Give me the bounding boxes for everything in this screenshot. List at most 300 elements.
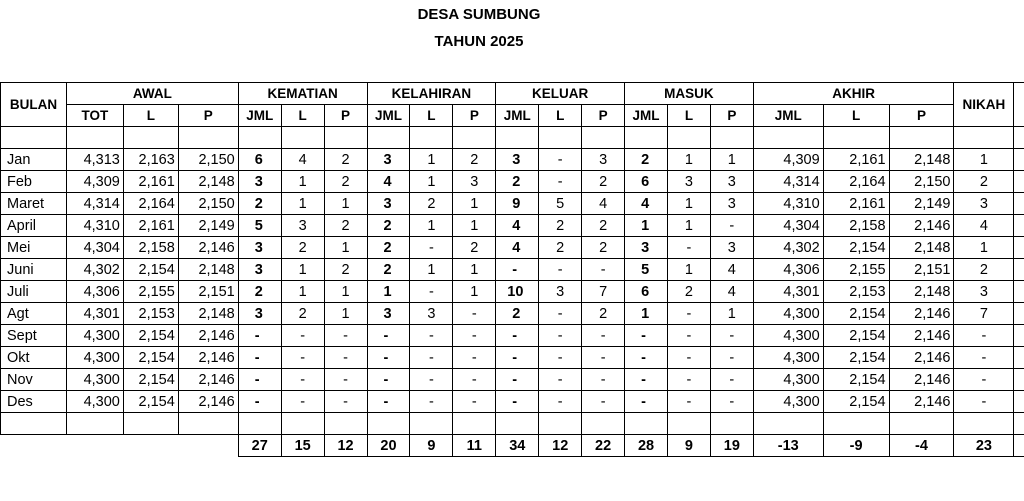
keluar-cell: 2 — [582, 303, 625, 325]
kematian-cell: 3 — [238, 259, 281, 281]
kelahiran-cell: - — [453, 369, 496, 391]
edge-cell — [1014, 237, 1024, 259]
awal-cell: 4,306 — [66, 281, 123, 303]
empty-cell — [178, 413, 238, 435]
masuk-cell: 1 — [710, 149, 753, 171]
kelahiran-cell: - — [410, 325, 453, 347]
masuk-cell: - — [668, 237, 711, 259]
keluar-cell: - — [496, 369, 539, 391]
nikah-cell: - — [954, 391, 1014, 413]
nikah-cell: - — [954, 369, 1014, 391]
awal-cell: 2,154 — [123, 391, 178, 413]
akhir-cell: 4,309 — [753, 149, 823, 171]
kelahiran-cell: - — [453, 347, 496, 369]
awal-cell: 2,154 — [123, 347, 178, 369]
empty-cell — [539, 127, 582, 149]
keluar-subheader: L — [539, 105, 582, 127]
month-cell: Feb — [1, 171, 67, 193]
kelahiran-cell: 1 — [453, 259, 496, 281]
akhir-cell: 4,300 — [753, 347, 823, 369]
akhir-total: -13 — [753, 435, 823, 457]
masuk-subheader: L — [668, 105, 711, 127]
kematian-cell: 1 — [281, 281, 324, 303]
month-cell: Agt — [1, 303, 67, 325]
awal-cell: 4,302 — [66, 259, 123, 281]
masuk-cell: - — [625, 391, 668, 413]
kelahiran-header: KELAHIRAN — [367, 83, 496, 105]
kematian-cell: 4 — [281, 149, 324, 171]
awal-cell: 2,146 — [178, 369, 238, 391]
awal-cell: 4,301 — [66, 303, 123, 325]
keluar-cell: 4 — [496, 215, 539, 237]
masuk-cell: - — [668, 325, 711, 347]
akhir-cell: 2,161 — [823, 149, 889, 171]
edge-cell — [1014, 369, 1024, 391]
month-cell: April — [1, 215, 67, 237]
akhir-cell: 4,310 — [753, 193, 823, 215]
kelahiran-cell: 2 — [453, 237, 496, 259]
awal-cell: 4,309 — [66, 171, 123, 193]
keluar-cell: 2 — [582, 215, 625, 237]
month-cell: Mei — [1, 237, 67, 259]
keluar-cell: 2 — [496, 303, 539, 325]
keluar-subheader: JML — [496, 105, 539, 127]
header-row-groups — [1, 83, 1024, 105]
masuk-cell: 3 — [710, 237, 753, 259]
masuk-cell: - — [668, 369, 711, 391]
kelahiran-cell: - — [367, 325, 410, 347]
month-cell: Juli — [1, 281, 67, 303]
kematian-cell: - — [324, 347, 367, 369]
nikah-cell: 3 — [954, 193, 1014, 215]
awal-cell: 2,151 — [178, 281, 238, 303]
empty-cell — [281, 127, 324, 149]
masuk-subheader: JML — [625, 105, 668, 127]
kelahiran-cell: - — [410, 369, 453, 391]
kematian-cell: - — [238, 325, 281, 347]
masuk-cell: - — [668, 347, 711, 369]
kelahiran-cell: 1 — [410, 149, 453, 171]
keluar-cell: - — [539, 149, 582, 171]
empty-cell — [582, 413, 625, 435]
table-row — [1, 237, 1024, 259]
awal-cell: 2,150 — [178, 193, 238, 215]
kelahiran-total: 11 — [453, 435, 496, 457]
masuk-header: MASUK — [625, 83, 754, 105]
kelahiran-cell: - — [410, 347, 453, 369]
masuk-cell: 1 — [710, 303, 753, 325]
akhir-cell: 2,150 — [889, 171, 954, 193]
keluar-cell: - — [539, 259, 582, 281]
edge-cell — [1014, 259, 1024, 281]
akhir-cell: 2,154 — [823, 391, 889, 413]
keluar-cell: 3 — [539, 281, 582, 303]
kelahiran-cell: 1 — [367, 281, 410, 303]
awal-subheader: L — [123, 105, 178, 127]
awal-cell: 2,163 — [123, 149, 178, 171]
masuk-total: 19 — [710, 435, 753, 457]
empty-cell — [238, 127, 281, 149]
edge-cell — [1014, 127, 1024, 149]
kelahiran-cell: - — [453, 303, 496, 325]
report-title: DESA SUMBUNG — [417, 6, 541, 23]
akhir-cell: 4,300 — [753, 369, 823, 391]
masuk-cell: 3 — [710, 193, 753, 215]
awal-cell: 2,155 — [123, 281, 178, 303]
report-year: TAHUN 2025 — [434, 33, 524, 50]
empty-cell — [178, 435, 238, 457]
kelahiran-cell: 2 — [453, 149, 496, 171]
kematian-cell: 1 — [281, 171, 324, 193]
keluar-cell: - — [539, 303, 582, 325]
table-row — [1, 281, 1024, 303]
kelahiran-cell: - — [367, 369, 410, 391]
keluar-cell: - — [582, 369, 625, 391]
kematian-subheader: L — [281, 105, 324, 127]
awal-cell: 2,164 — [123, 193, 178, 215]
keluar-cell: - — [539, 325, 582, 347]
empty-cell — [582, 127, 625, 149]
awal-cell: 4,300 — [66, 369, 123, 391]
akhir-cell: 2,155 — [823, 259, 889, 281]
akhir-cell: 4,300 — [753, 391, 823, 413]
empty-cell — [1, 435, 67, 457]
keluar-cell: - — [539, 347, 582, 369]
population-table — [0, 82, 1024, 457]
kematian-cell: 2 — [324, 171, 367, 193]
kelahiran-subheader: L — [410, 105, 453, 127]
empty-cell — [178, 127, 238, 149]
masuk-cell: 1 — [625, 303, 668, 325]
akhir-cell: 2,154 — [823, 325, 889, 347]
empty-cell — [66, 127, 123, 149]
kematian-header: KEMATIAN — [238, 83, 367, 105]
akhir-header: AKHIR — [753, 83, 954, 105]
empty-cell — [539, 413, 582, 435]
kematian-subheader: JML — [238, 105, 281, 127]
nikah-cell: - — [954, 347, 1014, 369]
awal-header: AWAL — [66, 83, 238, 105]
keluar-cell: 4 — [582, 193, 625, 215]
awal-cell: 4,313 — [66, 149, 123, 171]
kelahiran-cell: 3 — [453, 171, 496, 193]
awal-subheader: P — [178, 105, 238, 127]
edge-cell — [1014, 347, 1024, 369]
akhir-cell: 4,314 — [753, 171, 823, 193]
masuk-cell: 3 — [625, 237, 668, 259]
empty-cell — [324, 413, 367, 435]
awal-cell: 2,161 — [123, 171, 178, 193]
kematian-cell: 2 — [281, 237, 324, 259]
edge-cell — [1014, 325, 1024, 347]
akhir-cell: 4,300 — [753, 325, 823, 347]
akhir-cell: 2,164 — [823, 171, 889, 193]
kematian-cell: 2 — [324, 259, 367, 281]
empty-cell — [889, 413, 954, 435]
kematian-cell: 3 — [238, 303, 281, 325]
kelahiran-cell: 1 — [410, 259, 453, 281]
akhir-cell: 2,154 — [823, 303, 889, 325]
empty-cell — [710, 413, 753, 435]
keluar-cell: 3 — [496, 149, 539, 171]
awal-cell: 4,300 — [66, 391, 123, 413]
masuk-cell: 2 — [625, 149, 668, 171]
keluar-cell: - — [582, 391, 625, 413]
nikah-cell: - — [954, 325, 1014, 347]
akhir-cell: 2,146 — [889, 325, 954, 347]
kematian-cell: - — [324, 325, 367, 347]
keluar-cell: 10 — [496, 281, 539, 303]
empty-cell — [668, 413, 711, 435]
kematian-cell: - — [324, 391, 367, 413]
month-cell: Juni — [1, 259, 67, 281]
keluar-header: KELUAR — [496, 83, 625, 105]
edge-cell — [1014, 303, 1024, 325]
awal-cell: 2,146 — [178, 237, 238, 259]
keluar-cell: - — [496, 391, 539, 413]
empty-cell — [453, 413, 496, 435]
keluar-total: 22 — [582, 435, 625, 457]
keluar-cell: - — [582, 347, 625, 369]
edge-cell — [1014, 193, 1024, 215]
awal-cell: 2,161 — [123, 215, 178, 237]
table-row — [1, 149, 1024, 171]
keluar-cell: - — [539, 171, 582, 193]
awal-cell: 2,146 — [178, 325, 238, 347]
akhir-cell: 4,304 — [753, 215, 823, 237]
empty-cell — [625, 413, 668, 435]
kematian-cell: 3 — [238, 237, 281, 259]
nikah-cell: 2 — [954, 259, 1014, 281]
edge-cell — [1014, 281, 1024, 303]
kematian-cell: 1 — [324, 303, 367, 325]
month-cell: Sept — [1, 325, 67, 347]
kematian-cell: 1 — [324, 193, 367, 215]
masuk-cell: 3 — [710, 171, 753, 193]
empty-cell — [324, 127, 367, 149]
table-row — [1, 259, 1024, 281]
empty-cell — [954, 127, 1014, 149]
kematian-total: 27 — [238, 435, 281, 457]
masuk-cell: 6 — [625, 281, 668, 303]
table-row — [1, 347, 1024, 369]
akhir-subheader: P — [889, 105, 954, 127]
masuk-cell: - — [710, 325, 753, 347]
nikah-header: NIKAH — [954, 83, 1014, 127]
kelahiran-cell: 1 — [410, 215, 453, 237]
kelahiran-cell: - — [453, 325, 496, 347]
table-row — [1, 171, 1024, 193]
awal-cell: 2,154 — [123, 369, 178, 391]
kematian-cell: - — [281, 347, 324, 369]
kematian-cell: 3 — [238, 171, 281, 193]
empty-cell — [1, 127, 67, 149]
masuk-cell: - — [710, 215, 753, 237]
kelahiran-cell: 3 — [367, 149, 410, 171]
keluar-cell: - — [496, 259, 539, 281]
akhir-cell: 4,302 — [753, 237, 823, 259]
akhir-cell: 2,148 — [889, 237, 954, 259]
kelahiran-cell: 1 — [453, 193, 496, 215]
edge-cell — [1014, 149, 1024, 171]
akhir-cell: 2,158 — [823, 215, 889, 237]
kematian-cell: 1 — [324, 237, 367, 259]
kelahiran-cell: 2 — [367, 259, 410, 281]
empty-cell — [954, 413, 1014, 435]
keluar-cell: 7 — [582, 281, 625, 303]
kelahiran-subheader: JML — [367, 105, 410, 127]
kematian-cell: 1 — [281, 259, 324, 281]
nikah-total: 23 — [954, 435, 1014, 457]
keluar-cell: - — [539, 369, 582, 391]
awal-cell: 2,146 — [178, 391, 238, 413]
kelahiran-cell: 3 — [367, 303, 410, 325]
empty-cell — [889, 127, 954, 149]
bulan-header: BULAN — [1, 83, 67, 127]
masuk-cell: 1 — [668, 193, 711, 215]
kelahiran-subheader: P — [453, 105, 496, 127]
kematian-cell: - — [238, 347, 281, 369]
akhir-cell: 2,146 — [889, 347, 954, 369]
nikah-cell: 2 — [954, 171, 1014, 193]
month-cell: Maret — [1, 193, 67, 215]
kematian-cell: 2 — [238, 281, 281, 303]
keluar-total: 34 — [496, 435, 539, 457]
kematian-total: 12 — [324, 435, 367, 457]
masuk-total: 28 — [625, 435, 668, 457]
kematian-cell: - — [281, 325, 324, 347]
empty-cell — [66, 435, 123, 457]
keluar-total: 12 — [539, 435, 582, 457]
awal-cell: 2,146 — [178, 347, 238, 369]
keluar-cell: 4 — [496, 237, 539, 259]
masuk-cell: 6 — [625, 171, 668, 193]
awal-cell: 4,310 — [66, 215, 123, 237]
kematian-cell: - — [238, 369, 281, 391]
keluar-cell: - — [496, 325, 539, 347]
awal-cell: 2,158 — [123, 237, 178, 259]
awal-cell: 2,153 — [123, 303, 178, 325]
masuk-cell: 1 — [668, 259, 711, 281]
table-row — [1, 391, 1024, 413]
akhir-cell: 2,161 — [823, 193, 889, 215]
akhir-cell: 2,146 — [889, 391, 954, 413]
month-cell: Okt — [1, 347, 67, 369]
masuk-cell: 3 — [668, 171, 711, 193]
kelahiran-cell: 2 — [367, 215, 410, 237]
keluar-cell: 2 — [539, 237, 582, 259]
empty-cell — [753, 127, 823, 149]
akhir-cell: 2,151 — [889, 259, 954, 281]
empty-cell — [410, 127, 453, 149]
kelahiran-total: 9 — [410, 435, 453, 457]
akhir-subheader: JML — [753, 105, 823, 127]
nikah-cell: 7 — [954, 303, 1014, 325]
month-cell: Nov — [1, 369, 67, 391]
akhir-cell: 2,146 — [889, 303, 954, 325]
awal-cell: 2,154 — [123, 259, 178, 281]
masuk-cell: 5 — [625, 259, 668, 281]
akhir-cell: 2,146 — [889, 215, 954, 237]
spacer-row — [1, 127, 1024, 149]
masuk-cell: - — [625, 347, 668, 369]
masuk-cell: - — [668, 303, 711, 325]
empty-cell — [823, 127, 889, 149]
masuk-cell: 1 — [625, 215, 668, 237]
kelahiran-cell: 4 — [367, 171, 410, 193]
awal-cell: 2,148 — [178, 259, 238, 281]
table-row — [1, 303, 1024, 325]
empty-cell — [710, 127, 753, 149]
empty-cell — [238, 413, 281, 435]
awal-cell: 2,154 — [123, 325, 178, 347]
nikah-cell: 1 — [954, 237, 1014, 259]
akhir-cell: 2,153 — [823, 281, 889, 303]
akhir-cell: 2,146 — [889, 369, 954, 391]
masuk-total: 9 — [668, 435, 711, 457]
kematian-cell: 2 — [324, 215, 367, 237]
akhir-subheader: L — [823, 105, 889, 127]
empty-cell — [496, 413, 539, 435]
masuk-cell: - — [625, 325, 668, 347]
nikah-cell: 1 — [954, 149, 1014, 171]
kematian-cell: 2 — [324, 149, 367, 171]
totals-row — [1, 435, 1024, 457]
kematian-cell: - — [281, 369, 324, 391]
akhir-cell: 2,149 — [889, 193, 954, 215]
akhir-cell: 4,300 — [753, 303, 823, 325]
akhir-total: -4 — [889, 435, 954, 457]
edge-cell — [1014, 171, 1024, 193]
masuk-cell: - — [710, 369, 753, 391]
masuk-subheader: P — [710, 105, 753, 127]
kelahiran-total: 20 — [367, 435, 410, 457]
akhir-total: -9 — [823, 435, 889, 457]
keluar-cell: 2 — [496, 171, 539, 193]
kematian-cell: 6 — [238, 149, 281, 171]
kematian-cell: 1 — [281, 193, 324, 215]
kematian-subheader: P — [324, 105, 367, 127]
edge-cell — [1014, 83, 1024, 127]
masuk-cell: 2 — [668, 281, 711, 303]
edge-cell — [1014, 435, 1024, 457]
table-row — [1, 369, 1024, 391]
table-row — [1, 325, 1024, 347]
empty-cell — [66, 413, 123, 435]
kelahiran-cell: - — [410, 237, 453, 259]
awal-cell: 2,148 — [178, 171, 238, 193]
kematian-cell: - — [281, 391, 324, 413]
awal-cell: 2,148 — [178, 303, 238, 325]
kelahiran-cell: - — [410, 281, 453, 303]
akhir-cell: 4,301 — [753, 281, 823, 303]
month-cell: Jan — [1, 149, 67, 171]
edge-cell — [1014, 391, 1024, 413]
awal-cell: 2,150 — [178, 149, 238, 171]
edge-cell — [1014, 413, 1024, 435]
awal-cell: 4,300 — [66, 347, 123, 369]
kelahiran-cell: 1 — [453, 215, 496, 237]
kelahiran-cell: 3 — [367, 193, 410, 215]
empty-cell — [367, 127, 410, 149]
awal-cell: 4,300 — [66, 325, 123, 347]
month-cell: Des — [1, 391, 67, 413]
empty-cell — [123, 413, 178, 435]
keluar-cell: - — [539, 391, 582, 413]
kelahiran-cell: - — [410, 391, 453, 413]
akhir-cell: 2,148 — [889, 281, 954, 303]
keluar-cell: - — [582, 325, 625, 347]
